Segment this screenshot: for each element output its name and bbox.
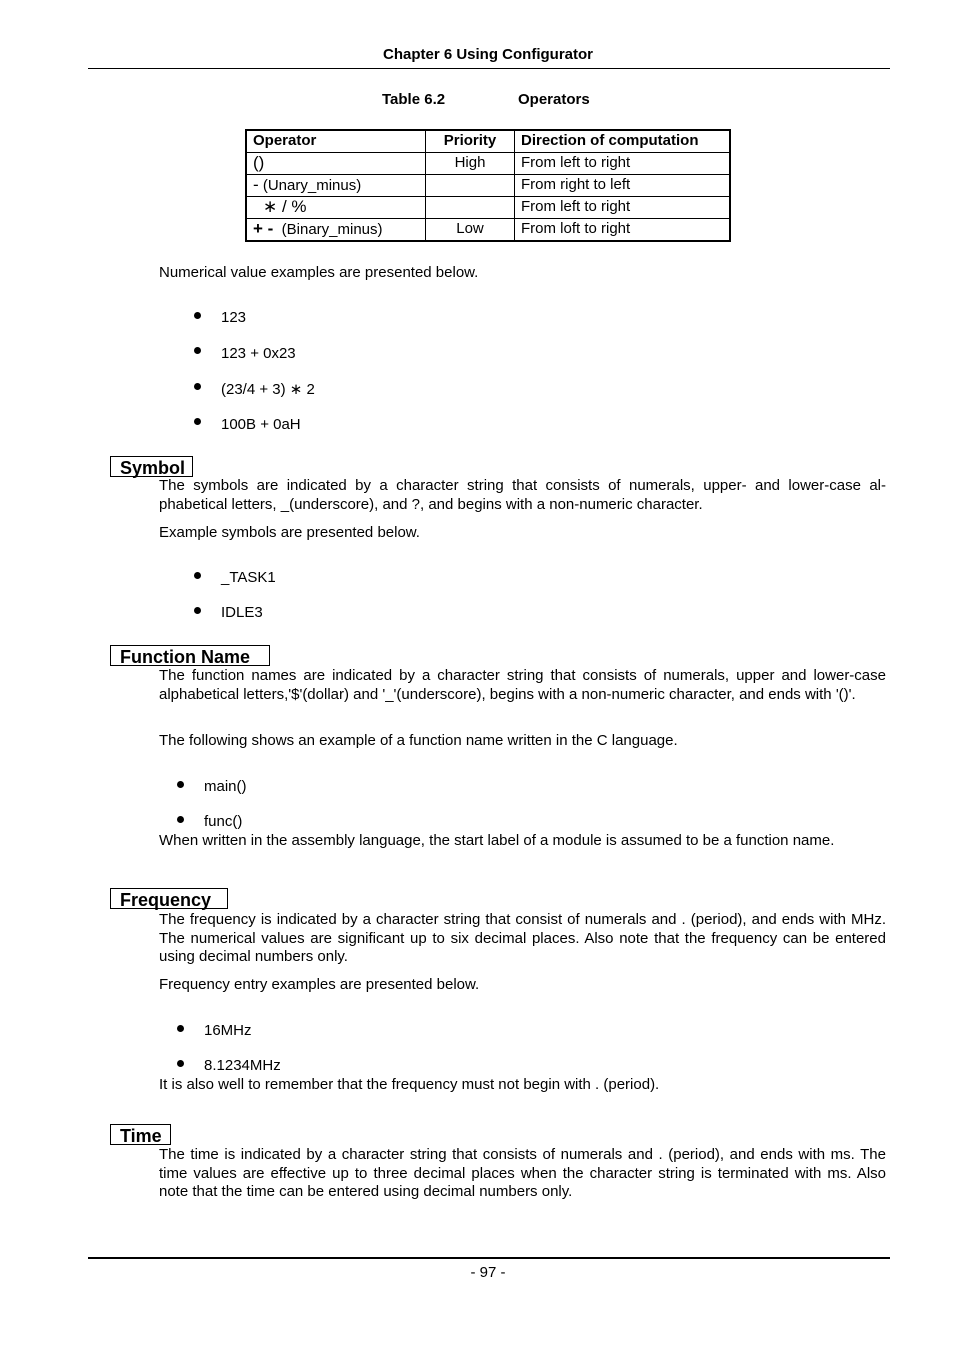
operator-note: (Binary_minus): [281, 221, 383, 238]
operator-cell: [246, 219, 426, 242]
operator-symbol: (): [253, 153, 265, 172]
frequency-note: It is also well to remember that the frequency must not begin with . (period).: [159, 1076, 660, 1093]
page-number: - 97 -: [470, 1264, 506, 1281]
list-item: _TASK1: [221, 569, 276, 586]
list-item: main(): [204, 778, 247, 795]
numerical-intro: Numerical value examples are presented below.: [159, 264, 479, 281]
section-heading-symbol: Symbol: [110, 456, 193, 477]
table-header-row: [246, 130, 730, 153]
table-caption-title: Operators: [518, 91, 590, 108]
direction-cell: From loft to right: [515, 219, 731, 242]
col-header-direction: Direction of computation: [515, 130, 731, 153]
chapter-header: Chapter 6 Using Configurator: [382, 46, 593, 63]
priority-cell: [426, 197, 515, 219]
symbol-body: The symbols are indicated by a character string that consists of numerals, upper- and lower-case al-phabetical letters, _(underscore), and ?, and begins with a non-numeric character.: [159, 477, 886, 513]
section-heading-function-name: Function Name: [110, 645, 270, 666]
bullet-dot: [177, 1025, 184, 1032]
operator-symbol: -: [253, 175, 259, 194]
list-item: 8.1234MHz: [204, 1057, 281, 1074]
frequency-intro: Frequency entry examples are presented below.: [159, 976, 480, 993]
operator-cell: [246, 153, 426, 175]
direction-cell: From left to right: [515, 153, 731, 175]
footer-rule: [88, 1257, 890, 1259]
priority-cell: High: [426, 153, 515, 175]
table-caption-number: Table 6.2: [382, 91, 446, 108]
function-name-note: When written in the assembly language, the start label of a module is assumed to be a function name.: [159, 832, 835, 849]
priority-cell: [426, 175, 515, 197]
symbol-intro: Example symbols are presented below.: [159, 524, 420, 541]
frequency-body: The frequency is indicated by a character string that consist of numerals and . (period), and ends with MHz. The numerical values are significant up to six decimal places. Also note that the frequency can be entered using decimal numbers only.: [159, 911, 886, 965]
header-rule: [88, 68, 890, 69]
bullet-dot: [194, 418, 201, 425]
operator-cell: [246, 175, 426, 197]
col-header-operator: Operator: [246, 130, 426, 153]
direction-cell: From left to right: [515, 197, 731, 219]
list-item: func(): [204, 813, 243, 830]
operators-table: [245, 129, 731, 242]
list-item: 123: [221, 309, 247, 326]
list-item: (23/4 + 3) ∗ 2: [221, 381, 315, 398]
direction-cell: From right to left: [515, 175, 731, 197]
table-row: [246, 197, 730, 219]
bullet-dot: [194, 347, 201, 354]
operator-cell: [246, 197, 426, 219]
list-item: 123 + 0x23: [221, 345, 296, 362]
operator-symbol: ∗ / %: [263, 197, 307, 216]
function-name-body: The function names are indicated by a character string that consists of numerals, upper and lower-case alphabetical letters,'$'(dollar) and '_'(underscore), begins with a non-numeric character, and ends with '()'.: [159, 667, 886, 703]
bullet-dot: [194, 572, 201, 579]
section-heading-time: Time: [110, 1124, 171, 1145]
function-name-intro: The following shows an example of a function name written in the C language.: [159, 732, 678, 749]
bullet-dot: [194, 312, 201, 319]
table-row: [246, 219, 730, 242]
table-row: [246, 175, 730, 197]
list-item: 100B + 0aH: [221, 416, 301, 433]
time-body: The time is indicated by a character string that consists of numerals and . (period), and ends with ms. The time values are effective up to three decimal places when the character string is terminated with ms. Also note that the time can be entered using decimal numbers only.: [159, 1146, 886, 1200]
bullet-dot: [194, 383, 201, 390]
col-header-priority: Priority: [426, 130, 515, 153]
bullet-dot: [177, 781, 184, 788]
priority-cell: Low: [426, 219, 515, 242]
operator-note: (Unary_minus): [262, 177, 362, 194]
section-heading-frequency: Frequency: [110, 888, 228, 909]
bullet-dot: [177, 816, 184, 823]
operator-symbol: + -: [253, 219, 274, 238]
bullet-dot: [177, 1060, 184, 1067]
bullet-dot: [194, 607, 201, 614]
list-item: 16MHz: [204, 1022, 252, 1039]
list-item: IDLE3: [221, 604, 263, 621]
table-row: [246, 153, 730, 175]
